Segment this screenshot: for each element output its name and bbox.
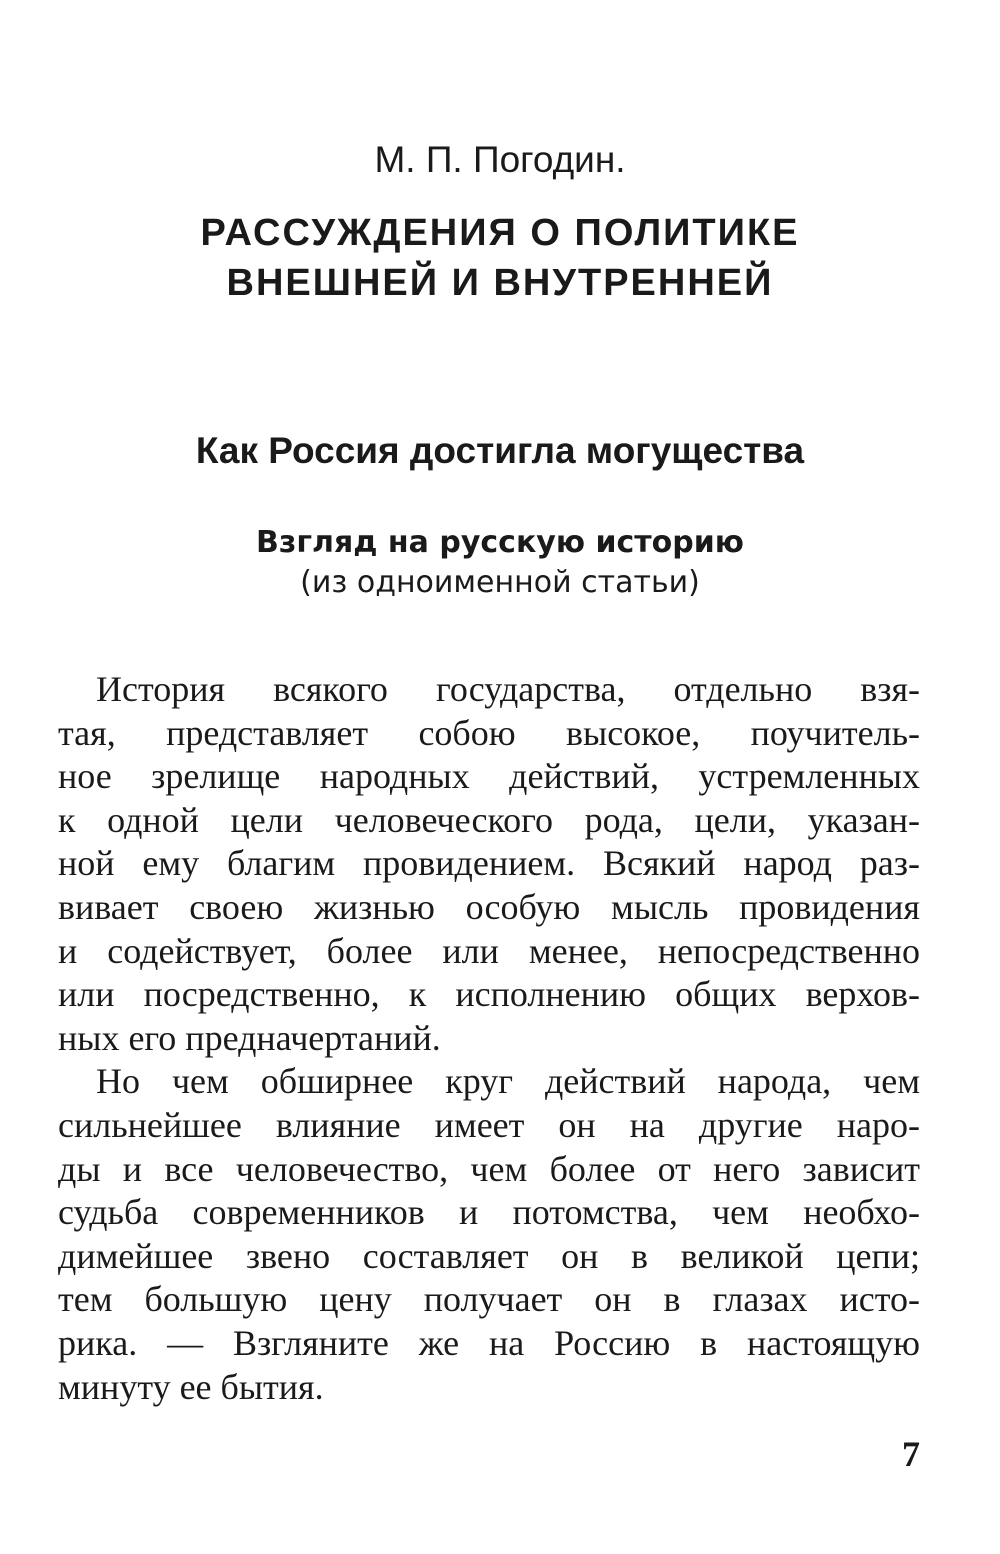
- text-line: или посредственно, к исполнению общих верхов-: [58, 974, 920, 1015]
- text-line: судьба современников и потомства, чем необхо-: [58, 1192, 920, 1233]
- book-title: [0, 208, 1000, 308]
- paragraph: [58, 1060, 920, 1409]
- text-line: История всякого государства, отдельно взя-: [96, 669, 920, 709]
- text-line: Но чем обширнее круг действий народа, чем: [96, 1061, 920, 1102]
- text-line: рика. — Взгляните же на Россию в настоящую: [58, 1322, 920, 1363]
- text-line: ных его предначертаний.: [58, 1017, 441, 1058]
- text-line: к одной цели человеческого рода, цели, указан-: [58, 799, 920, 840]
- body-text: [58, 668, 920, 1409]
- text-line: минуту ее бытия.: [58, 1366, 324, 1407]
- text-line: тем большую цену получает он в глазах исто-: [58, 1279, 920, 1320]
- text-line: ды и все человечество, чем более от него зависит: [58, 1148, 920, 1189]
- section-title: Как Россия достигла могущества: [195, 430, 805, 471]
- text-line: вивает своею жизнью особую мысль провидения: [58, 886, 920, 927]
- text-line: тая, представляет собою высокое, поучитель-: [58, 712, 920, 753]
- book-title-line: РАССУЖДЕНИЯ О ПОЛИТИКЕ: [200, 212, 800, 254]
- source-note: (из одноименной статьи): [300, 565, 700, 600]
- text-line: ное зрелище народных действий, устремленных: [58, 756, 920, 797]
- page-number: 7: [902, 1434, 920, 1474]
- text-line: ной ему благим провидением. Всякий народ раз-: [58, 843, 920, 884]
- text-line: сильнейшее влияние имеет он на другие наро-: [58, 1104, 920, 1145]
- subsection-title: Взгляд на русскую историю: [256, 525, 744, 560]
- book-title-line: ВНЕШНЕЙ И ВНУТРЕННЕЙ: [226, 262, 774, 304]
- text-line: и содействует, более или менее, непосредственно: [58, 930, 920, 971]
- author-name: М. П. Погодин.: [374, 139, 626, 180]
- text-line: димейшее звено составляет он в великой цепи;: [58, 1235, 920, 1276]
- paragraph: [58, 668, 920, 1060]
